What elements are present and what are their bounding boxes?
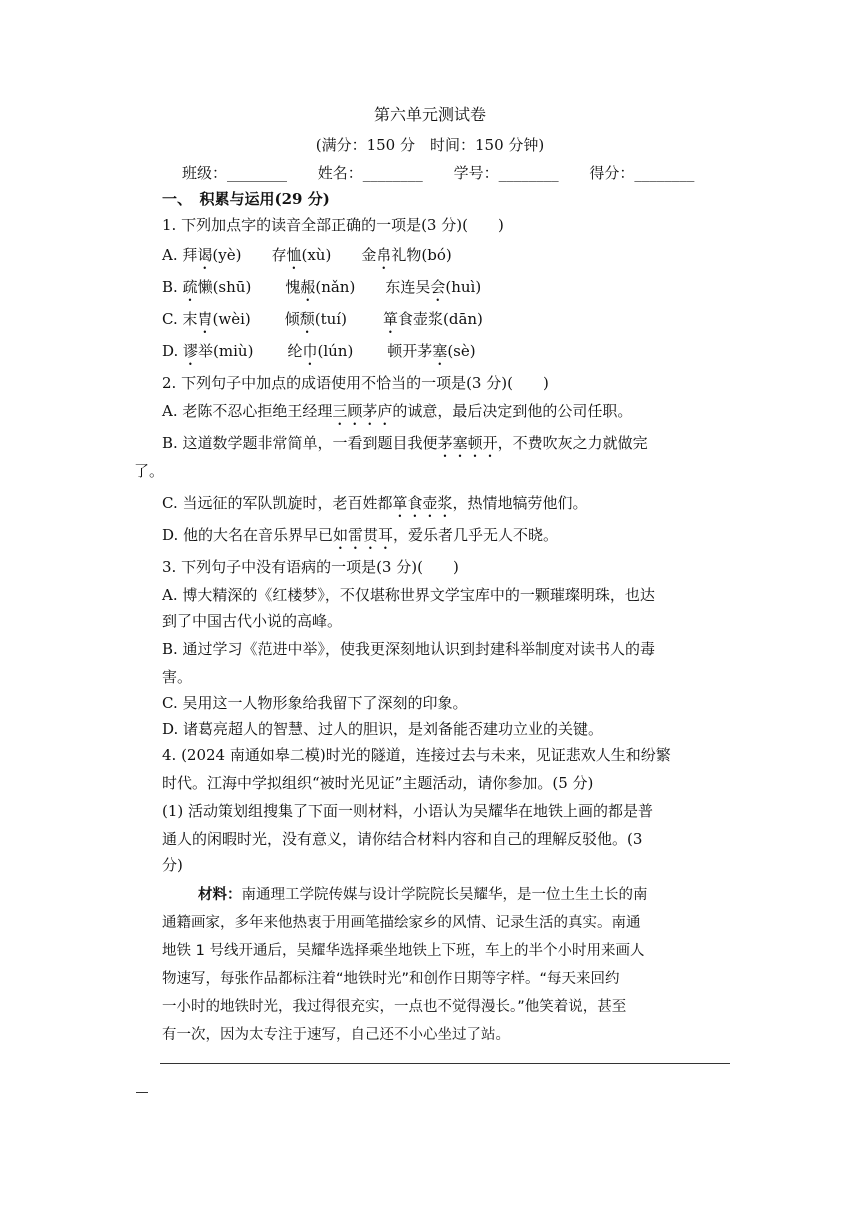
option-label: B. bbox=[162, 278, 183, 296]
word: 末 bbox=[182, 310, 198, 328]
pinyin: (wèi) bbox=[212, 310, 251, 328]
question-2-option-b[interactable] bbox=[162, 432, 648, 461]
score-field[interactable]: 得分：________ bbox=[589, 164, 695, 182]
option-text: D. 他的大名在音乐界早已 bbox=[162, 526, 334, 544]
question-1-option-d[interactable] bbox=[162, 340, 476, 369]
question-4-sub1: (1) 活动策划组搜集了下面一则材料，小语认为吴耀华在地铁上画的都是普 bbox=[162, 802, 654, 820]
question-4-stem-continued: 时代。江海中学拟组织“被时光见证”主题活动，请你参加。(5 分) bbox=[162, 774, 594, 792]
question-2-option-a[interactable] bbox=[162, 400, 632, 429]
option-text: C. 当远征的军队凯旋时，老百姓都 bbox=[162, 494, 393, 512]
option-text: ，热情地犒劳他们。 bbox=[452, 494, 588, 512]
dotted-idiom: 三顾茅庐 bbox=[332, 402, 393, 420]
question-4-sub1-continued-2: 分) bbox=[162, 856, 183, 874]
exam-subtitle: (满分：150 分 时间：150 分钟) bbox=[315, 136, 545, 154]
word: 纶 bbox=[287, 342, 303, 360]
question-1-stem: 1. 下列加点字的读音全部正确的一项是(3 分)( ) bbox=[162, 216, 504, 234]
question-3-option-a-continued: 到了中国古代小说的高峰。 bbox=[162, 612, 343, 630]
question-3-option-c[interactable]: C. 吴用这一人物形象给我留下了深刻的印象。 bbox=[162, 694, 468, 712]
dotted-char: 箪 bbox=[382, 310, 398, 328]
pinyin: (nǎn) bbox=[315, 278, 356, 296]
word: 存 bbox=[271, 246, 287, 264]
pinyin: (huì) bbox=[445, 278, 482, 296]
pinyin: (sè) bbox=[447, 342, 476, 360]
pinyin: 食壶浆(dān) bbox=[397, 310, 483, 328]
question-3-option-b[interactable]: B. 通过学习《范进中举》，使我更深刻地认识到封建科举制度对读书人的毒 bbox=[162, 640, 656, 658]
pinyin: (lún) bbox=[317, 342, 354, 360]
dotted-char: 塞 bbox=[432, 342, 448, 360]
material-text: 南通理工学院传媒与设计学院院长吴耀华，是一位土生土长的南 bbox=[241, 887, 648, 903]
option-label: C. bbox=[162, 310, 183, 328]
option-text: ，不费吹灰之力就做完 bbox=[497, 434, 648, 452]
dotted-idiom: 茅塞顿开 bbox=[437, 434, 498, 452]
student-id-field[interactable]: 学号：________ bbox=[453, 164, 559, 182]
pinyin: 举(miù) bbox=[198, 342, 254, 360]
material-paragraph-line-3: 地铁 1 号线开通后，吴耀华选择乘坐地铁上下班，车上的半个小时用来画人 bbox=[162, 943, 645, 959]
page-title: 第六单元测试卷 bbox=[373, 105, 486, 124]
pinyin: 懒(shū) bbox=[197, 278, 252, 296]
pinyin: (yè) bbox=[212, 246, 242, 264]
option-text: A. 老陈不忍心拒绝王经理 bbox=[162, 402, 333, 420]
dotted-char: 颓 bbox=[299, 310, 315, 328]
word: 东连吴 bbox=[385, 278, 431, 296]
dotted-char: 帛 bbox=[376, 246, 392, 264]
question-1-option-c[interactable] bbox=[162, 308, 483, 337]
question-4-sub1-continued: 通人的闲暇时光，没有意义，请你结合材料内容和自己的理解反驳他。(3 bbox=[162, 830, 643, 848]
option-text: B. 这道数学题非常简单，一看到题目我便 bbox=[162, 434, 438, 452]
option-label: D. bbox=[162, 342, 184, 360]
material-paragraph-line-4: 物速写，每张作品都标注着“地铁时光”和创作日期等字样。“每天来回约 bbox=[162, 971, 620, 987]
word: 顿开茅 bbox=[387, 342, 433, 360]
question-3-option-b-continued: 害。 bbox=[162, 668, 193, 686]
dotted-char: 巾 bbox=[302, 342, 318, 360]
dotted-char: 谒 bbox=[197, 246, 213, 264]
section-heading: 一、 积累与运用(29 分) bbox=[162, 190, 330, 208]
material-label: 材料： bbox=[198, 887, 242, 903]
material-paragraph-line-2: 通籍画家，多年来他热衷于用画笔描绘家乡的风情、记录生活的真实。南通 bbox=[162, 915, 641, 931]
question-2-option-b-continued: 了。 bbox=[134, 462, 165, 480]
class-field[interactable]: 班级：________ bbox=[182, 164, 288, 182]
dotted-char: 赧 bbox=[300, 278, 316, 296]
question-3-option-d[interactable]: D. 诸葛亮超人的智慧、过人的胆识，是刘备能否建功立业的关键。 bbox=[162, 720, 604, 738]
option-label: A. bbox=[162, 246, 183, 264]
answer-line-continued[interactable] bbox=[136, 1092, 148, 1093]
question-2-stem: 2. 下列句子中加点的成语使用不恰当的一项是(3 分)( ) bbox=[162, 374, 549, 392]
pinyin: (xù) bbox=[301, 246, 332, 264]
question-1-option-b[interactable] bbox=[162, 276, 481, 305]
material-paragraph-line-5: 一小时的地铁时光，我过得很充实，一点也不觉得漫长。”他笑着说，甚至 bbox=[162, 999, 627, 1015]
word: 金 bbox=[361, 246, 377, 264]
name-field[interactable]: 姓名：________ bbox=[317, 164, 423, 182]
option-text: ，爱乐者几乎无人不晓。 bbox=[393, 526, 559, 544]
material-paragraph-line-6: 有一次，因为太专注于速写，自己还不小心坐过了站。 bbox=[162, 1027, 510, 1043]
question-2-option-c[interactable] bbox=[162, 492, 588, 521]
answer-line[interactable] bbox=[160, 1063, 730, 1064]
pinyin: 礼物(bó) bbox=[391, 246, 452, 264]
pinyin: (tuí) bbox=[314, 310, 347, 328]
dotted-char: 恤 bbox=[286, 246, 302, 264]
question-3-option-a[interactable]: A. 博大精深的《红楼梦》，不仅堪称世界文学宝库中的一颗璀璨明珠，也达 bbox=[162, 586, 655, 604]
student-info-row bbox=[182, 162, 720, 184]
question-2-option-d[interactable] bbox=[162, 524, 558, 553]
material-paragraph-line-1 bbox=[198, 884, 648, 906]
word: 愧 bbox=[285, 278, 301, 296]
word: 倾 bbox=[284, 310, 300, 328]
dotted-char: 会 bbox=[430, 278, 446, 296]
dotted-char: 疏 bbox=[182, 278, 198, 296]
dotted-char: 谬 bbox=[183, 342, 199, 360]
question-1-option-a[interactable] bbox=[162, 244, 452, 273]
question-4-stem: 4. (2024 南通如皋二模)时光的隧道，连接过去与未来，见证悲欢人生和纷繁 bbox=[162, 746, 671, 764]
option-text: 的诚意，最后决定到他的公司任职。 bbox=[392, 402, 633, 420]
question-3-stem: 3. 下列句子中没有语病的一项是(3 分)( ) bbox=[162, 558, 459, 576]
dotted-idiom: 如雷贯耳 bbox=[333, 526, 394, 544]
dotted-char: 胄 bbox=[197, 310, 213, 328]
word: 拜 bbox=[182, 246, 198, 264]
dotted-idiom: 箪食壶浆 bbox=[392, 494, 453, 512]
